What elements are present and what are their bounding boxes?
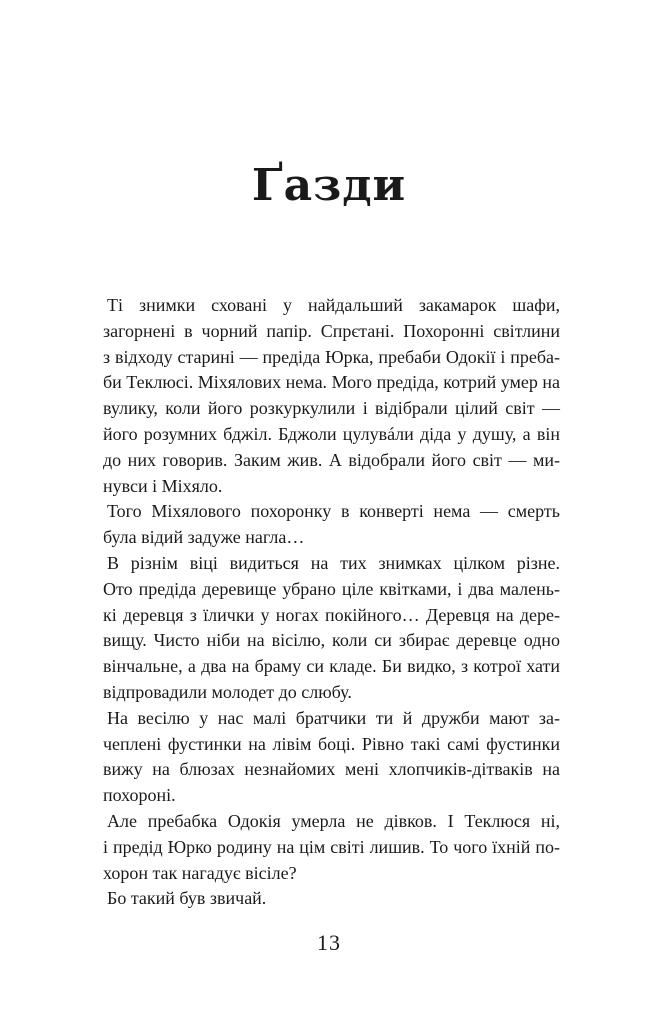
paragraph-line: відпровадили молодет до слюбу. [103, 681, 352, 702]
paragraph-line: вищу. Чисто ніби на вісілю, коли си збирає деревце одно [103, 630, 560, 651]
paragraph-line: вижу на блюзах незнайомих мені хлопчиків-дітваків на [103, 759, 560, 780]
paragraph-line: і предід Юрко родину на цім світі лишив. То чого їхній по- [103, 836, 560, 857]
paragraph-line: хорон так нагадує вісіле? [103, 862, 297, 883]
paragraph-line: кі деревця з їлички у ногах покійного… Деревця на дере- [103, 604, 560, 625]
paragraph-line: нувси і Міхяло. [103, 475, 223, 496]
paragraph-line: В різнім віці видиться на тих знимках цілком різне. [107, 552, 560, 573]
paragraph-line: чеплені фустинки на лівім боці. Рівно такі самі фустинки [103, 733, 560, 754]
paragraph-line: вулику, коли його розкуркулили і відібрали цілий світ — [103, 398, 560, 419]
paragraph-line: Але пребабка Одокія умерла не дівков. І Теклюся ні, [107, 810, 560, 831]
body-text [103, 293, 560, 912]
paragraph-line: загорнені в чорний папір. Спрєтані. Похоронні світлини [103, 320, 560, 341]
paragraph-line: похороні. [103, 785, 176, 806]
paragraph-line: його розумних бджіл. Бджоли цулувáли діда у душу, а він [103, 423, 560, 444]
paragraph-line: Того Міхялового похоронку в конверті нема — смерть [107, 501, 560, 522]
paragraph-line: Бо такий був звичай. [107, 888, 267, 909]
paragraph-line: вінчальне, а два на браму си кладе. Би видко, з котрої хати [103, 656, 560, 677]
paragraph-line: би Теклюсі. Міхялових нема. Мого предіда, котрий умер на [103, 372, 560, 393]
paragraph-line: Ті знимки сховані у найдальший закамарок шафи, [107, 295, 560, 315]
paragraph-line: з відходу старині — предіда Юрка, пребаби Одокії і преба- [103, 346, 560, 367]
chapter-title: Ґазди [251, 160, 407, 211]
page-number: 13 [317, 930, 341, 955]
paragraph-line: до них говорив. Заким жив. А відобрали його світ — ми- [103, 449, 560, 470]
paragraph-line: На весілю у нас малі братчики ти й дружби мают за- [107, 707, 560, 728]
paragraph-line: була відий задуже нагла… [103, 527, 305, 548]
paragraph-line: Ото предіда деревище убрано ціле квітками, і два малень- [103, 578, 560, 599]
